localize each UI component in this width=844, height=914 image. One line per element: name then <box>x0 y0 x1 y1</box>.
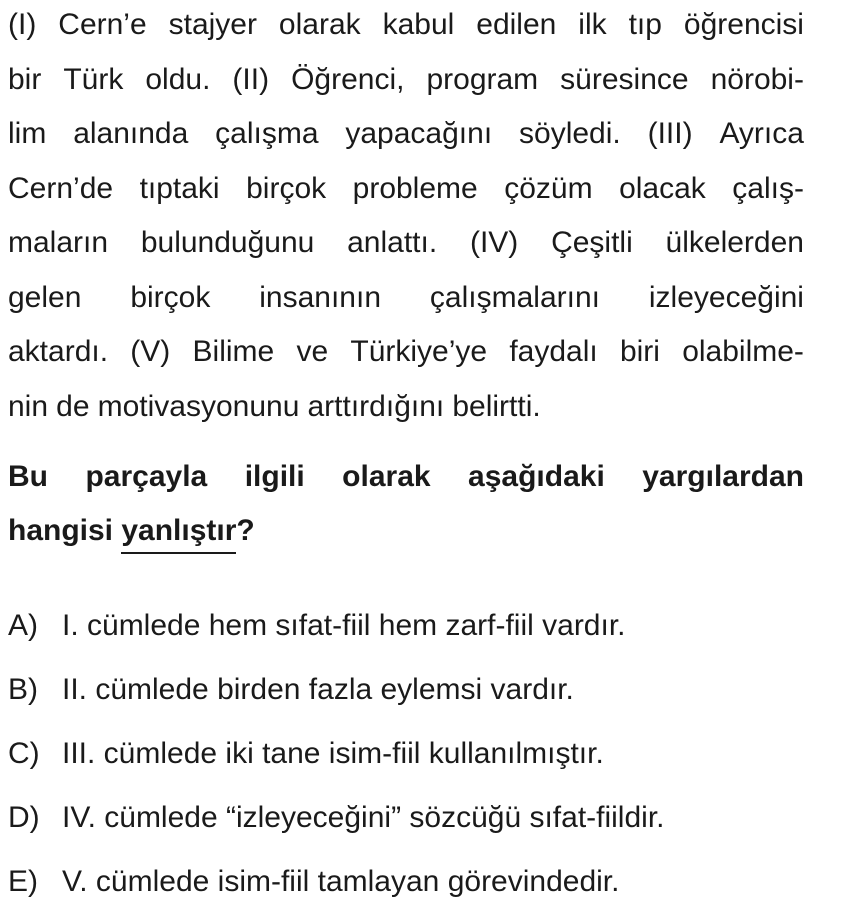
passage-word: Ayrıca <box>719 117 804 150</box>
passage-word: program <box>426 62 539 96</box>
question-word: parçayla <box>85 460 208 493</box>
question-line-2 <box>8 504 804 558</box>
passage-word: bir <box>8 62 42 96</box>
passage-word: probleme <box>352 171 478 205</box>
passage-word: (II) <box>232 62 270 96</box>
passage-word: lim <box>8 117 47 150</box>
question-word-hangisi: hangisi <box>8 514 114 547</box>
passage-word: (I) <box>8 8 37 41</box>
passage-word: ilk <box>578 8 607 41</box>
passage-word: de <box>56 389 90 423</box>
passage-word: maların <box>8 226 109 259</box>
passage-word: bulunduğunu <box>140 226 315 259</box>
question-stem <box>8 450 804 558</box>
option-text: V. cümlede isim-fiil tamlayan görevindedir. <box>62 865 620 898</box>
passage-word: aktardı. <box>8 335 109 368</box>
passage-word: anlattı. <box>347 226 438 259</box>
option-letter: C) <box>8 737 40 770</box>
question-word: olarak <box>342 460 431 493</box>
option-text: III. cümlede iki tane isim-fiil kullanılmıştır. <box>62 737 604 770</box>
passage-word: öğrencisi <box>683 8 804 41</box>
passage-word: (IV) <box>469 226 519 259</box>
passage-word: Türk <box>63 62 124 96</box>
passage-word: olarak <box>278 8 361 41</box>
option-text: I. cümlede hem sıfat-fiil hem zarf-fiil vardır. <box>62 609 626 642</box>
passage-word: çalışma <box>215 117 319 150</box>
passage-word: stajyer <box>168 8 257 41</box>
option-c[interactable] <box>8 722 804 786</box>
passage-line <box>8 53 804 108</box>
passage-word: (V) <box>130 335 171 368</box>
passage-word: olacak <box>619 171 706 205</box>
option-a[interactable] <box>8 594 804 658</box>
passage-word: nörobi- <box>710 62 804 96</box>
passage-word: Cern’e <box>58 8 147 41</box>
passage-line <box>8 271 804 326</box>
passage-word: birçok <box>246 171 327 205</box>
question-word: aşağıdaki <box>468 460 605 493</box>
option-b[interactable] <box>8 658 804 722</box>
passage-word: ve <box>296 335 329 368</box>
passage-word: kabul <box>382 8 455 41</box>
passage-line <box>8 216 804 271</box>
passage-word: (III) <box>647 117 693 150</box>
reading-passage <box>8 0 804 434</box>
passage-word: Öğrenci, <box>291 62 405 96</box>
passage-line <box>8 325 804 380</box>
passage-word: Cern’de <box>8 171 114 205</box>
passage-word: ülkelerden <box>665 226 804 259</box>
passage-word: tıptaki <box>139 171 220 205</box>
passage-line <box>8 0 804 53</box>
passage-word: belirtti. <box>452 389 541 423</box>
option-text: II. cümlede birden fazla eylemsi vardır. <box>62 673 574 706</box>
option-letter: B) <box>8 673 38 706</box>
passage-word: yapacağını <box>345 117 493 150</box>
question-word: yargılardan <box>642 460 804 493</box>
option-text: IV. cümlede “izleyeceğini” sözcüğü sıfat-fiildir. <box>62 801 665 834</box>
passage-word: süresince <box>560 62 689 96</box>
question-word: Bu <box>8 460 48 493</box>
underlined-keyword-text: yanlıştır <box>121 514 237 547</box>
question-page <box>8 0 804 914</box>
option-letter: E) <box>8 865 38 898</box>
passage-word: çalışmalarını <box>429 280 600 314</box>
passage-word: birçok <box>130 280 211 314</box>
passage-word: alanında <box>73 117 189 150</box>
passage-word: Çeşitli <box>551 226 633 259</box>
question-mark: ? <box>236 514 255 547</box>
passage-line <box>8 107 804 162</box>
passage-word: izleyeceğini <box>648 280 804 314</box>
passage-word: arttırdığını <box>307 389 445 423</box>
question-line-1 <box>8 450 804 504</box>
passage-word: çalış- <box>732 171 804 205</box>
passage-line <box>8 380 804 435</box>
question-word: ilgili <box>244 460 305 493</box>
passage-word: olabilme- <box>682 335 804 368</box>
passage-word: edilen <box>476 8 557 41</box>
passage-word: Türkiye’ye <box>350 335 488 368</box>
passage-word: nin <box>8 389 49 423</box>
option-e[interactable] <box>8 850 804 914</box>
option-letter: D) <box>8 801 40 834</box>
passage-word: oldu. <box>145 62 211 96</box>
passage-word: biri <box>619 335 660 368</box>
passage-word: gelen <box>8 280 82 314</box>
passage-word: motivasyonunu <box>97 389 300 423</box>
option-letter: A) <box>8 609 38 642</box>
underlined-keyword <box>121 504 236 558</box>
answer-options <box>8 594 804 914</box>
passage-line <box>8 162 804 217</box>
passage-word: tıp <box>628 8 662 41</box>
option-d[interactable] <box>8 786 804 850</box>
passage-word: insanının <box>259 280 382 314</box>
passage-word: faydalı <box>509 335 598 368</box>
passage-word: Bilime <box>192 335 275 368</box>
passage-word: çözüm <box>504 171 593 205</box>
underline-rule <box>121 552 236 554</box>
passage-word: söyledi. <box>519 117 621 150</box>
